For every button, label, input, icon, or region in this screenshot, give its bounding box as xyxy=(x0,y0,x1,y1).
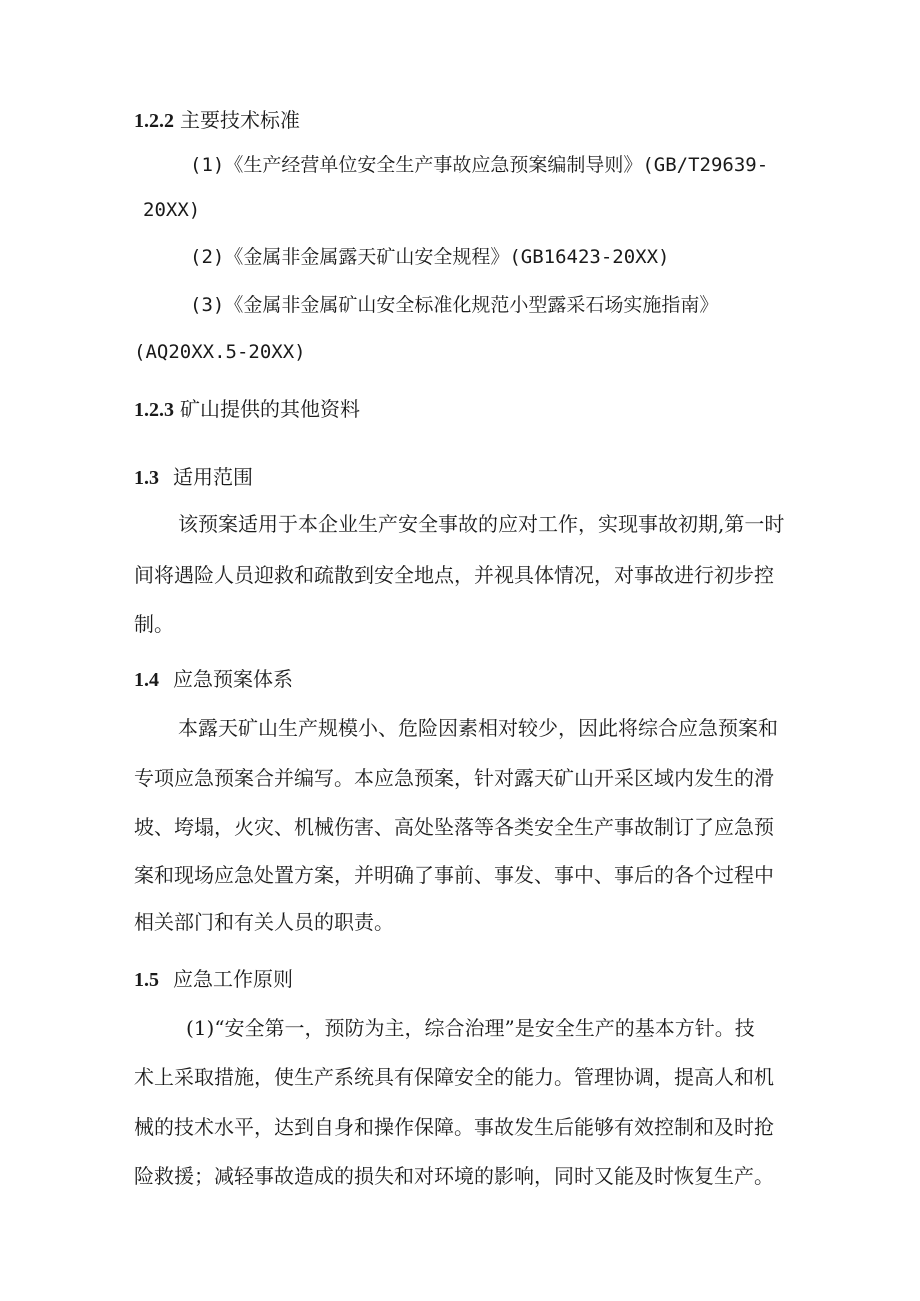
standard-item-3-line-1: (3)《金属非金属矿山安全标准化规范小型露采石场实施指南》 xyxy=(190,294,719,316)
principle-paragraph-line-2: 术上采取措施，使生产系统具有保障安全的能力。管理协调，提高人和机 xyxy=(134,1065,774,1089)
section-number: 1.5 xyxy=(134,969,159,991)
principle-paragraph-line-3: 械的技术水平，达到自身和操作保障。事故发生后能够有效控制和及时抢 xyxy=(134,1115,774,1139)
section-title: 适用范围 xyxy=(173,465,253,489)
section-number: 1.2.3 xyxy=(134,399,174,421)
section-heading-1-2-2 xyxy=(134,106,300,135)
section-number: 1.2.2 xyxy=(134,110,174,132)
section-title: 应急工作原则 xyxy=(173,967,293,991)
section-number: 1.3 xyxy=(134,467,159,489)
section-title: 主要技术标准 xyxy=(180,108,300,132)
system-paragraph-line-1: 本露天矿山生产规模小、危险因素相对较少，因此将综合应急预案和 xyxy=(178,716,778,740)
system-paragraph-line-2: 专项应急预案合并编写。本应急预案，针对露天矿山开采区域内发生的滑 xyxy=(134,766,774,790)
system-paragraph-line-3: 坡、垮塌，火灾、机械伤害、高处坠落等各类安全生产事故制订了应急预 xyxy=(134,815,774,839)
system-paragraph-line-4: 案和现场应急处置方案，并明确了事前、事发、事中、事后的各个过程中 xyxy=(134,863,774,887)
principle-paragraph-line-1: (1)“安全第一，预防为主，综合治理”是安全生产的基本方针。技 xyxy=(186,1016,755,1040)
standard-item-1-line-2: 20XX) xyxy=(143,199,201,221)
section-heading-1-3 xyxy=(134,463,253,492)
section-title: 矿山提供的其他资料 xyxy=(180,397,360,421)
scope-paragraph-line-2: 间将遇险人员迎救和疏散到安全地点，并视具体情况，对事故进行初步控 xyxy=(134,563,774,587)
section-number: 1.4 xyxy=(134,669,159,691)
standard-item-2-line-1: (2)《金属非金属露天矿山安全规程》(GB16423-20XX) xyxy=(190,246,670,268)
scope-paragraph-line-1: 该预案适用于本企业生产安全事故的应对工作，实现事故初期,第一时 xyxy=(178,512,785,536)
system-paragraph-line-5: 相关部门和有关人员的职责。 xyxy=(134,910,394,934)
section-heading-1-4 xyxy=(134,665,293,694)
scope-paragraph-line-3: 制。 xyxy=(134,612,174,636)
section-heading-1-5 xyxy=(134,965,293,994)
standard-item-1-line-1: (1)《生产经营单位安全生产事故应急预案编制导则》(GB/T29639- xyxy=(190,154,769,176)
principle-paragraph-line-4: 险救援；减轻事故造成的损失和对环境的影响，同时又能及时恢复生产。 xyxy=(134,1164,774,1188)
standard-item-3-line-2: (AQ20XX.5-20XX) xyxy=(134,341,306,363)
section-heading-1-2-3 xyxy=(134,395,360,424)
section-title: 应急预案体系 xyxy=(173,667,293,691)
